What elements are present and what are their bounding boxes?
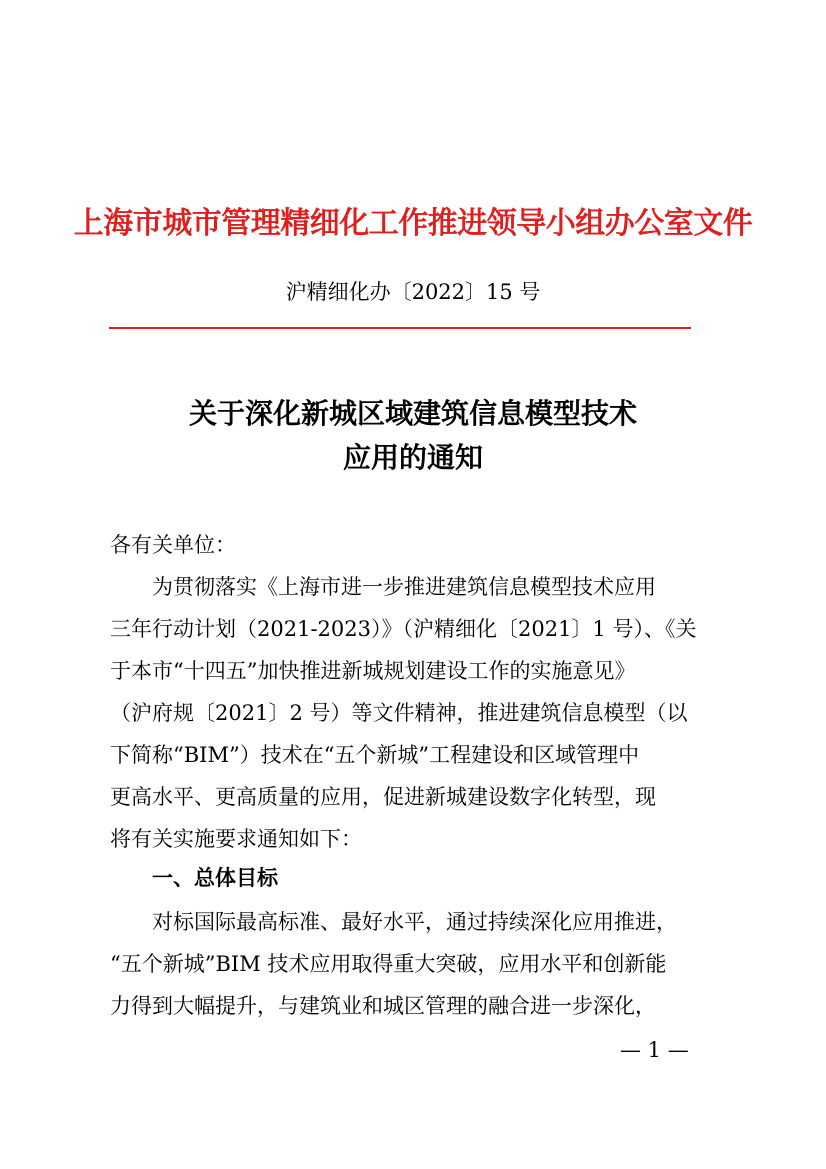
document-title-line-2: 应用的通知 [342, 441, 483, 474]
document-number: 沪精细化办〔2022〕15 号 [285, 280, 541, 304]
body-line: “五个新城”BIM 技术应用取得重大突破，应用水平和创新能 [110, 952, 667, 976]
body-line: 力得到大幅提升，与建筑业和城区管理的融合进一步深化， [110, 994, 656, 1018]
section-heading-overall-goals: 一、总体目标 [152, 866, 278, 890]
salutation: 各有关单位： [110, 533, 236, 557]
issuing-organization-header: 上海市城市管理精细化工作推进领导小组办公室文件 [73, 206, 753, 241]
body-line: 下简称“BIM”）技术在“五个新城”工程建设和区域管理中 [110, 743, 640, 767]
body-line: 将有关实施要求通知如下： [110, 827, 362, 851]
body-line: 对标国际最高标准、最好水平，通过持续深化应用推进， [152, 910, 677, 934]
body-line: 于本市“十四五”加快推进新城规划建设工作的实施意见》 [110, 659, 636, 683]
body-line: 为贯彻落实《上海市进一步推进建筑信息模型技术应用 [152, 575, 656, 599]
body-line: （沪府规〔2021〕2 号）等文件精神，推进建筑信息模型（以 [110, 701, 688, 725]
body-line: 三年行动计划（2021-2023）》（沪精细化〔2021〕1 号）、《关 [110, 617, 697, 641]
red-separator-rule [109, 327, 691, 329]
document-title-line-1: 关于深化新城区域建筑信息模型技术 [188, 397, 637, 430]
body-line: 更高水平、更高质量的应用，促进新城建设数字化转型，现 [110, 785, 656, 809]
page-number: — 1 — [620, 1038, 689, 1062]
